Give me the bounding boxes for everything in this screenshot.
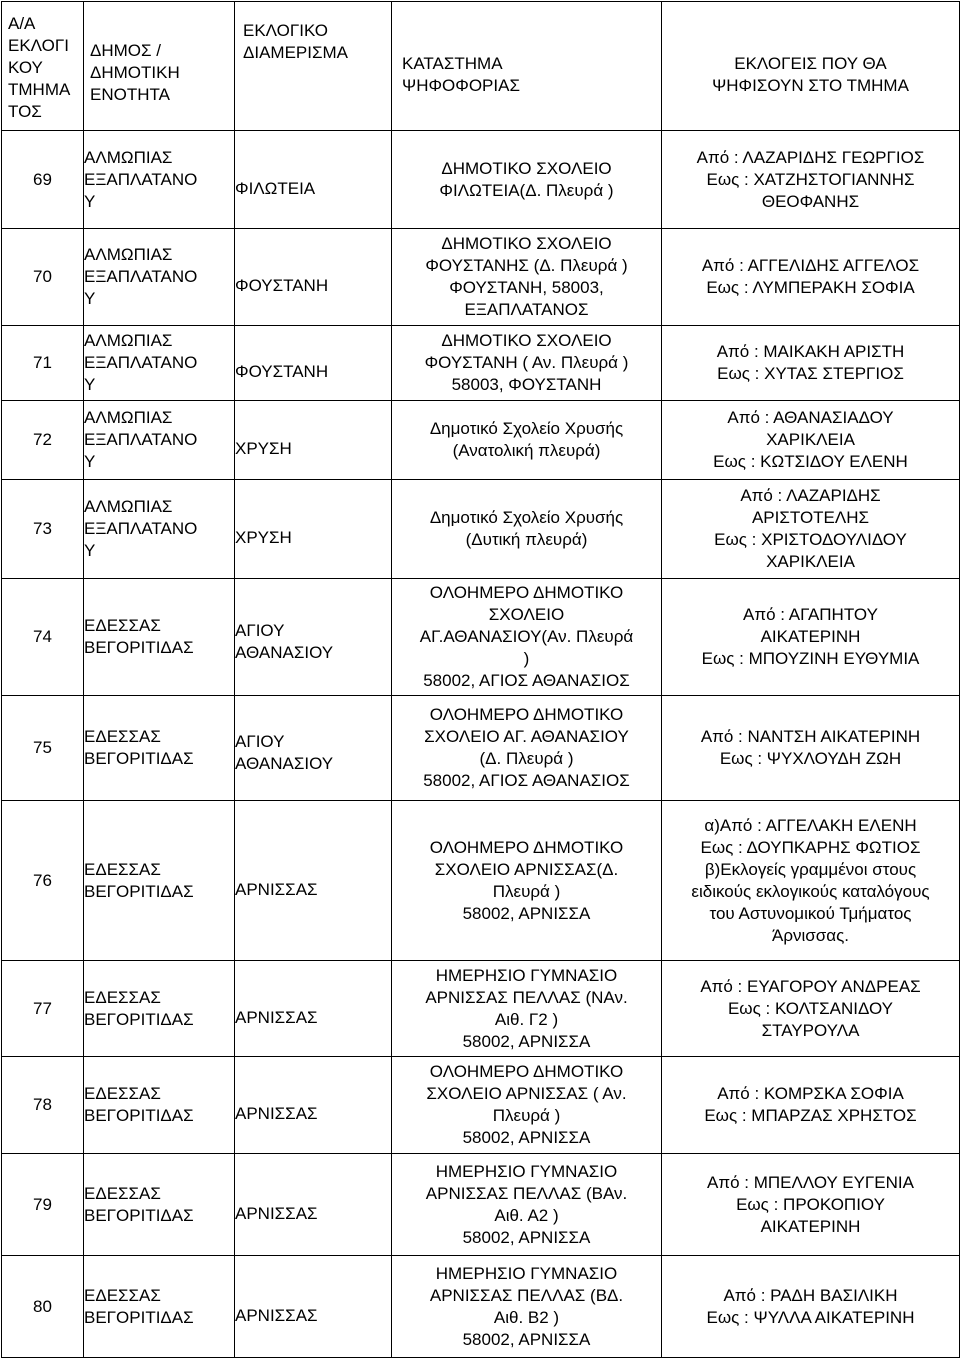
polling-location-cell-line: ΔΗΜΟΤΙΚΟ ΣΧΟΛΕΙΟ	[441, 234, 612, 253]
department-cell-line: ΑΡΝΙΣΣΑΣ	[235, 1203, 318, 1223]
municipality-cell-line: ΒΕΓΟΡΙΤΙΔΑΣ	[84, 1205, 194, 1225]
polling-stations-table	[1, 1, 960, 1358]
row-number	[2, 1256, 84, 1358]
polling-location-cell-line: Δημοτικό Σχολείο Χρυσής	[429, 508, 624, 527]
polling-location-cell-line: 58002, ΑΓΙΟΣ ΑΘΑΝΑΣΙΟΣ	[423, 671, 630, 690]
electors-cell-line: Εως : ΧΡΙΣΤΟΔΟΥΛΙΔΟΥ	[714, 530, 907, 549]
electors-cell	[662, 1057, 960, 1154]
electors-cell-line: ΧΑΡΙΚΛΕΙΑ	[766, 430, 855, 449]
department-cell	[235, 1154, 392, 1256]
department-cell	[235, 131, 392, 229]
table-row	[2, 1256, 960, 1358]
table-row	[2, 961, 960, 1057]
electors-cell-line: ΑΙΚΑΤΕΡΙΝΗ	[760, 627, 861, 646]
electors-cell-line: Εως : ΨΥΧΛΟΥΔΗ ΖΩΗ	[719, 749, 902, 768]
municipality-cell-line: Υ	[84, 375, 96, 394]
row-number	[2, 961, 84, 1057]
electors-cell	[662, 1154, 960, 1256]
municipality-cell-line: ΕΞΑΠΛΑΤΑΝΟ	[84, 169, 198, 189]
department-cell-line: ΦΙΛΩΤΕΙΑ	[235, 178, 316, 198]
polling-location-cell-line: 58003, ΦΟΥΣΤΑΝΗ	[451, 375, 602, 394]
municipality-cell-line: ΕΔΕΣΣΑΣ	[84, 1084, 161, 1103]
row-number-line: 71	[33, 353, 52, 372]
department-cell	[235, 579, 392, 696]
row-number-line: 79	[33, 1194, 52, 1214]
row-number-line: 74	[33, 627, 52, 646]
row-number	[2, 696, 84, 801]
department-cell-line: ΑΓΙΟΥ	[235, 732, 285, 751]
department-cell	[235, 1057, 392, 1154]
electors-cell-line: Εως : ΧΑΤΖΗΣΤΟΓΙΑΝΝΗΣ	[706, 169, 915, 189]
department-cell	[235, 801, 392, 961]
polling-location-cell-line: ΦΟΥΣΤΑΝΗΣ (Δ. Πλευρά )	[425, 256, 628, 275]
row-number	[2, 401, 84, 480]
polling-location-cell	[392, 131, 662, 229]
polling-location-cell-line: ΦΙΛΩΤΕΙΑ(Δ. Πλευρά )	[439, 180, 614, 200]
municipality-cell-line: ΒΕΓΟΡΙΤΙΔΑΣ	[84, 1106, 194, 1125]
polling-location-cell-line: 58002, ΑΓΙΟΣ ΑΘΑΝΑΣΙΟΣ	[423, 771, 630, 790]
polling-location-cell-line: 58002, ΑΡΝΙΣΣΑ	[462, 1031, 591, 1051]
electors-cell	[662, 131, 960, 229]
municipality-cell	[84, 961, 235, 1057]
municipality-cell-line: ΑΛΜΩΠΙΑΣ	[84, 497, 173, 516]
electors-cell-line: Από : ΜΠΕΛΛΟΥ ΕΥΓΕΝΙΑ	[707, 1172, 914, 1192]
polling-location-cell-line: 58002, ΑΡΝΙΣΣΑ	[462, 1128, 591, 1147]
row-number-line: 73	[33, 519, 52, 538]
electors-cell-line: Εως : ΚΩΤΣΙΔΟΥ ΕΛΕΝΗ	[713, 452, 908, 471]
electors-cell-line: ΣΤΑΥΡΟΥΛΑ	[761, 1020, 860, 1040]
polling-location-cell-line: (Ανατολική πλευρά)	[452, 441, 601, 460]
row-number-line: 77	[33, 998, 52, 1018]
row-number-line: 76	[33, 870, 52, 890]
municipality-cell	[84, 480, 235, 579]
municipality-cell-line: ΕΔΕΣΣΑΣ	[84, 727, 161, 746]
electors-cell-line: Από : ΜΑΙΚΑΚΗ ΑΡΙΣΤΗ	[716, 342, 905, 361]
municipality-cell-line: ΕΞΑΠΛΑΤΑΝΟ	[84, 519, 198, 538]
electors-cell	[662, 229, 960, 326]
department-cell	[235, 1256, 392, 1358]
table-body	[2, 131, 960, 1358]
electors-cell	[662, 480, 960, 579]
polling-location-cell-line: ΣΧΟΛΕΙΟ ΑΓ. ΑΘΑΝΑΣΙΟΥ	[424, 727, 629, 746]
polling-location-cell	[392, 1256, 662, 1358]
electors-cell-line: Από : ΝΑΝΤΣΗ ΑΙΚΑΤΕΡΙΝΗ	[700, 727, 921, 746]
municipality-cell	[84, 326, 235, 401]
department-cell-line: ΑΓΙΟΥ	[235, 621, 285, 640]
municipality-cell	[84, 696, 235, 801]
polling-location-cell-line: ΦΟΥΣΤΑΝΗ ( Αν. Πλευρά )	[424, 353, 629, 372]
polling-location-cell	[392, 480, 662, 579]
municipality-cell	[84, 1154, 235, 1256]
department-cell	[235, 401, 392, 480]
municipality-cell-line: ΕΔΕΣΣΑΣ	[84, 987, 161, 1007]
row-number-line: 78	[33, 1095, 52, 1114]
municipality-cell-line: ΕΔΕΣΣΑΣ	[84, 616, 161, 635]
header-electors: ΕΚΛΟΓΕΙΣ ΠΟΥ ΘΑ ΨΗΦΙΣΟΥΝ ΣΤΟ ΤΜΗΜΑ	[662, 2, 960, 131]
table-row	[2, 1057, 960, 1154]
polling-location-cell-line: Δημοτικό Σχολείο Χρυσής	[429, 419, 624, 438]
department-cell-line: ΑΡΝΙΣΣΑΣ	[235, 1104, 318, 1123]
department-cell-line: ΧΡΥΣΗ	[235, 528, 292, 547]
polling-location-cell-line: Αιθ. Β2 )	[493, 1307, 560, 1327]
electors-cell-line: Από : ΡΑΔΗ ΒΑΣΙΛΙΚΗ	[723, 1285, 898, 1305]
row-number-line: 80	[33, 1296, 52, 1316]
electors-cell-line: Εως : ΜΠΑΡΖΑΣ ΧΡΗΣΤΟΣ	[704, 1106, 917, 1125]
electors-cell-line: Από : ΑΓΑΠΗΤΟΥ	[743, 605, 878, 624]
polling-location-cell-line: ΑΡΝΙΣΣΑΣ ΠΕΛΛΑΣ (ΒΑν.	[425, 1183, 628, 1203]
polling-location-cell	[392, 1154, 662, 1256]
polling-location-cell-line: 58002, ΑΡΝΙΣΣΑ	[462, 1329, 591, 1349]
header-row	[2, 2, 960, 131]
electors-cell-line: Άρνισσας.	[771, 925, 850, 945]
polling-location-cell-line: ΕΞΑΠΛΑΤΑΝΟΣ	[464, 300, 589, 319]
header-polling-location: ΚΑΤΑΣΤΗΜΑ ΨΗΦΟΦΟΡΙΑΣ	[392, 2, 662, 131]
municipality-cell-line: ΑΛΜΩΠΙΑΣ	[84, 408, 173, 427]
electors-cell-line: Εως : ΠΡΟΚΟΠΙΟΥ	[736, 1194, 885, 1214]
electors-cell-line: β)Εκλογείς γραμμένοι στους	[704, 859, 917, 879]
municipality-cell-line: ΑΛΜΩΠΙΑΣ	[84, 245, 173, 264]
municipality-cell-line: ΒΕΓΟΡΙΤΙΔΑΣ	[84, 1307, 194, 1327]
polling-location-cell-line: ΑΡΝΙΣΣΑΣ ΠΕΛΛΑΣ (ΒΔ.	[429, 1285, 624, 1305]
department-cell-line: ΑΡΝΙΣΣΑΣ	[235, 1305, 318, 1325]
electors-cell-line: ΑΙΚΑΤΕΡΙΝΗ	[760, 1216, 861, 1236]
polling-location-cell	[392, 401, 662, 480]
electors-cell-line: Εως : ΛΥΜΠΕΡΑΚΗ ΣΟΦΙΑ	[706, 278, 915, 297]
municipality-cell-line: ΒΕΓΟΡΙΤΙΔΑΣ	[84, 638, 194, 657]
row-number	[2, 131, 84, 229]
polling-location-cell-line: ΗΜΕΡΗΣΙΟ ΓΥΜΝΑΣΙΟ	[435, 965, 618, 985]
polling-location-cell-line: 58002, ΑΡΝΙΣΣΑ	[462, 1227, 591, 1247]
row-number	[2, 579, 84, 696]
polling-location-cell-line: (Δ. Πλευρά )	[479, 749, 574, 768]
department-cell	[235, 696, 392, 801]
polling-location-cell-line: ΗΜΕΡΗΣΙΟ ΓΥΜΝΑΣΙΟ	[435, 1263, 618, 1283]
municipality-cell-line: ΕΔΕΣΣΑΣ	[84, 859, 161, 879]
polling-location-cell-line: ΣΧΟΛΕΙΟ ΑΡΝΙΣΣΑΣ(Δ.	[434, 859, 619, 879]
table-row	[2, 579, 960, 696]
municipality-cell	[84, 579, 235, 696]
electors-cell	[662, 401, 960, 480]
electors-cell-line: ειδικούς εκλογικούς καταλόγους	[691, 881, 930, 901]
row-number	[2, 326, 84, 401]
municipality-cell-line: ΒΕΓΟΡΙΤΙΔΑΣ	[84, 881, 194, 901]
table-row	[2, 401, 960, 480]
municipality-cell-line: Υ	[84, 289, 96, 308]
electors-cell-line: Εως : ΜΠΟΥΖΙΝΗ ΕΥΘΥΜΙΑ	[701, 649, 920, 668]
polling-location-cell	[392, 326, 662, 401]
electors-cell-line: Εως : ΨΥΛΛΑ ΑΙΚΑΤΕΡΙΝΗ	[706, 1307, 915, 1327]
municipality-cell-line: ΕΞΑΠΛΑΤΑΝΟ	[84, 430, 198, 449]
department-cell	[235, 480, 392, 579]
municipality-cell-line: ΒΕΓΟΡΙΤΙΔΑΣ	[84, 749, 194, 768]
polling-location-cell-line: ΣΧΟΛΕΙΟ ΑΡΝΙΣΣΑΣ ( Αν.	[426, 1084, 627, 1103]
header-serial-number: Α/Α ΕΚΛΟΓΙ ΚΟΥ ΤΜΗΜΑ ΤΟΣ	[2, 2, 84, 131]
municipality-cell	[84, 801, 235, 961]
polling-location-cell-line: ΗΜΕΡΗΣΙΟ ΓΥΜΝΑΣΙΟ	[435, 1161, 618, 1181]
electors-cell	[662, 326, 960, 401]
electors-cell	[662, 801, 960, 961]
polling-location-cell	[392, 961, 662, 1057]
department-cell-line: ΑΘΑΝΑΣΙΟΥ	[235, 754, 334, 773]
municipality-cell-line: Υ	[84, 452, 96, 471]
row-number-line: 70	[33, 267, 52, 286]
polling-location-cell-line: ΟΛΟΗΜΕΡΟ ΔΗΜΟΤΙΚΟ	[429, 705, 624, 724]
polling-location-cell-line: ΑΓ.ΑΘΑΝΑΣΙΟΥ(Αν. Πλευρά	[419, 627, 634, 646]
table-row	[2, 131, 960, 229]
electors-cell-line: Από : ΚΟΜΡΣΚΑ ΣΟΦΙΑ	[717, 1084, 904, 1103]
header-municipality: ΔΗΜΟΣ / ΔΗΜΟΤΙΚΗ ΕΝΟΤΗΤΑ	[84, 2, 235, 131]
polling-location-cell-line: Αιθ. Α2 )	[494, 1205, 559, 1225]
row-number-line: 72	[33, 430, 52, 449]
department-cell	[235, 229, 392, 326]
row-number	[2, 229, 84, 326]
electors-cell-line: ΑΡΙΣΤΟΤΕΛΗΣ	[751, 508, 870, 527]
polling-location-cell	[392, 1057, 662, 1154]
polling-location-cell-line: )	[523, 649, 530, 668]
department-cell-line: ΧΡΥΣΗ	[235, 439, 292, 458]
table-row	[2, 1154, 960, 1256]
municipality-cell	[84, 229, 235, 326]
municipality-cell-line: Υ	[84, 541, 96, 560]
polling-location-cell-line: ΦΟΥΣΤΑΝΗ, 58003,	[449, 278, 604, 297]
electors-cell-line: Εως : ΚΟΛΤΣΑΝΙΔΟΥ	[727, 998, 894, 1018]
electors-cell-line: α)Από : ΑΓΓΕΛΑΚΗ ΕΛΕΝΗ	[704, 815, 917, 835]
table-row	[2, 696, 960, 801]
table-row	[2, 480, 960, 579]
polling-location-cell-line: Πλευρά )	[492, 881, 561, 901]
row-number-line: 69	[33, 169, 52, 189]
electors-cell-line: Από : ΕΥΑΓΟΡΟΥ ΑΝΔΡΕΑΣ	[700, 976, 921, 996]
polling-location-cell-line: Πλευρά )	[492, 1106, 561, 1125]
polling-location-cell-line: 58002, ΑΡΝΙΣΣΑ	[462, 903, 591, 923]
department-cell	[235, 961, 392, 1057]
municipality-cell	[84, 1256, 235, 1358]
electors-cell-line: Από : ΛΑΖΑΡΙΔΗΣ ΓΕΩΡΓΙΟΣ	[696, 147, 925, 167]
electors-cell-line: του Αστυνομικού Τμήματος	[709, 903, 912, 923]
municipality-cell	[84, 401, 235, 480]
polling-location-cell-line: (Δυτική πλευρά)	[465, 530, 588, 549]
table-row	[2, 801, 960, 961]
electors-cell-line: Από : ΑΘΑΝΑΣΙΑΔΟΥ	[727, 408, 894, 427]
electors-cell-line: Από : ΑΓΓΕΛΙΔΗΣ ΑΓΓΕΛΟΣ	[701, 256, 920, 275]
municipality-cell-line: ΑΛΜΩΠΙΑΣ	[84, 331, 173, 350]
header-department: ΕΚΛΟΓΙΚΟ ΔΙΑΜΕΡΙΣΜΑ	[235, 2, 392, 131]
department-cell-line: ΑΘΑΝΑΣΙΟΥ	[235, 643, 334, 662]
electors-cell-line: ΧΑΡΙΚΛΕΙΑ	[766, 552, 855, 571]
polling-location-cell-line: ΣΧΟΛΕΙΟ	[488, 605, 565, 624]
municipality-cell	[84, 131, 235, 229]
department-cell-line: ΦΟΥΣΤΑΝΗ	[235, 276, 329, 295]
department-cell	[235, 326, 392, 401]
polling-location-cell-line: Αιθ. Γ2 )	[494, 1009, 559, 1029]
municipality-cell-line: ΕΔΕΣΣΑΣ	[84, 1285, 161, 1305]
electors-cell-line: Από : ΛΑΖΑΡΙΔΗΣ	[740, 486, 881, 505]
table-row	[2, 229, 960, 326]
department-cell-line: ΑΡΝΙΣΣΑΣ	[235, 879, 318, 899]
electors-cell-line: Εως : ΧΥΤΑΣ ΣΤΕΡΓΙΟΣ	[717, 364, 904, 383]
polling-location-cell	[392, 801, 662, 961]
municipality-cell-line: ΒΕΓΟΡΙΤΙΔΑΣ	[84, 1009, 194, 1029]
municipality-cell-line: ΕΞΑΠΛΑΤΑΝΟ	[84, 353, 198, 372]
department-cell-line: ΑΡΝΙΣΣΑΣ	[235, 1007, 318, 1027]
municipality-cell-line: ΕΞΑΠΛΑΤΑΝΟ	[84, 267, 198, 286]
municipality-cell	[84, 1057, 235, 1154]
polling-location-cell	[392, 696, 662, 801]
row-number	[2, 801, 84, 961]
electors-cell	[662, 579, 960, 696]
polling-location-cell-line: ΔΗΜΟΤΙΚΟ ΣΧΟΛΕΙΟ	[441, 331, 612, 350]
table-row	[2, 326, 960, 401]
department-cell-line: ΦΟΥΣΤΑΝΗ	[235, 362, 329, 381]
polling-location-cell-line: ΑΡΝΙΣΣΑΣ ΠΕΛΛΑΣ (ΝΑν.	[425, 987, 628, 1007]
row-number	[2, 1154, 84, 1256]
polling-location-cell-line: ΟΛΟΗΜΕΡΟ ΔΗΜΟΤΙΚΟ	[429, 1062, 624, 1081]
municipality-cell-line: Υ	[84, 191, 96, 211]
polling-location-cell-line: ΟΛΟΗΜΕΡΟ ΔΗΜΟΤΙΚΟ	[429, 583, 624, 602]
row-number	[2, 480, 84, 579]
electors-cell-line: Εως : ΔΟΥΠΚΑΡΗΣ ΦΩΤΙΟΣ	[700, 837, 921, 857]
electors-cell	[662, 1256, 960, 1358]
polling-location-cell-line: ΔΗΜΟΤΙΚΟ ΣΧΟΛΕΙΟ	[441, 158, 612, 178]
electors-cell-line: ΘΕΟΦΑΝΗΣ	[761, 191, 860, 211]
polling-location-cell	[392, 229, 662, 326]
row-number	[2, 1057, 84, 1154]
electors-cell	[662, 696, 960, 801]
municipality-cell-line: ΕΔΕΣΣΑΣ	[84, 1183, 161, 1203]
municipality-cell-line: ΑΛΜΩΠΙΑΣ	[84, 147, 173, 167]
polling-location-cell-line: ΟΛΟΗΜΕΡΟ ΔΗΜΟΤΙΚΟ	[429, 837, 624, 857]
electors-cell	[662, 961, 960, 1057]
polling-location-cell	[392, 579, 662, 696]
row-number-line: 75	[33, 738, 52, 757]
